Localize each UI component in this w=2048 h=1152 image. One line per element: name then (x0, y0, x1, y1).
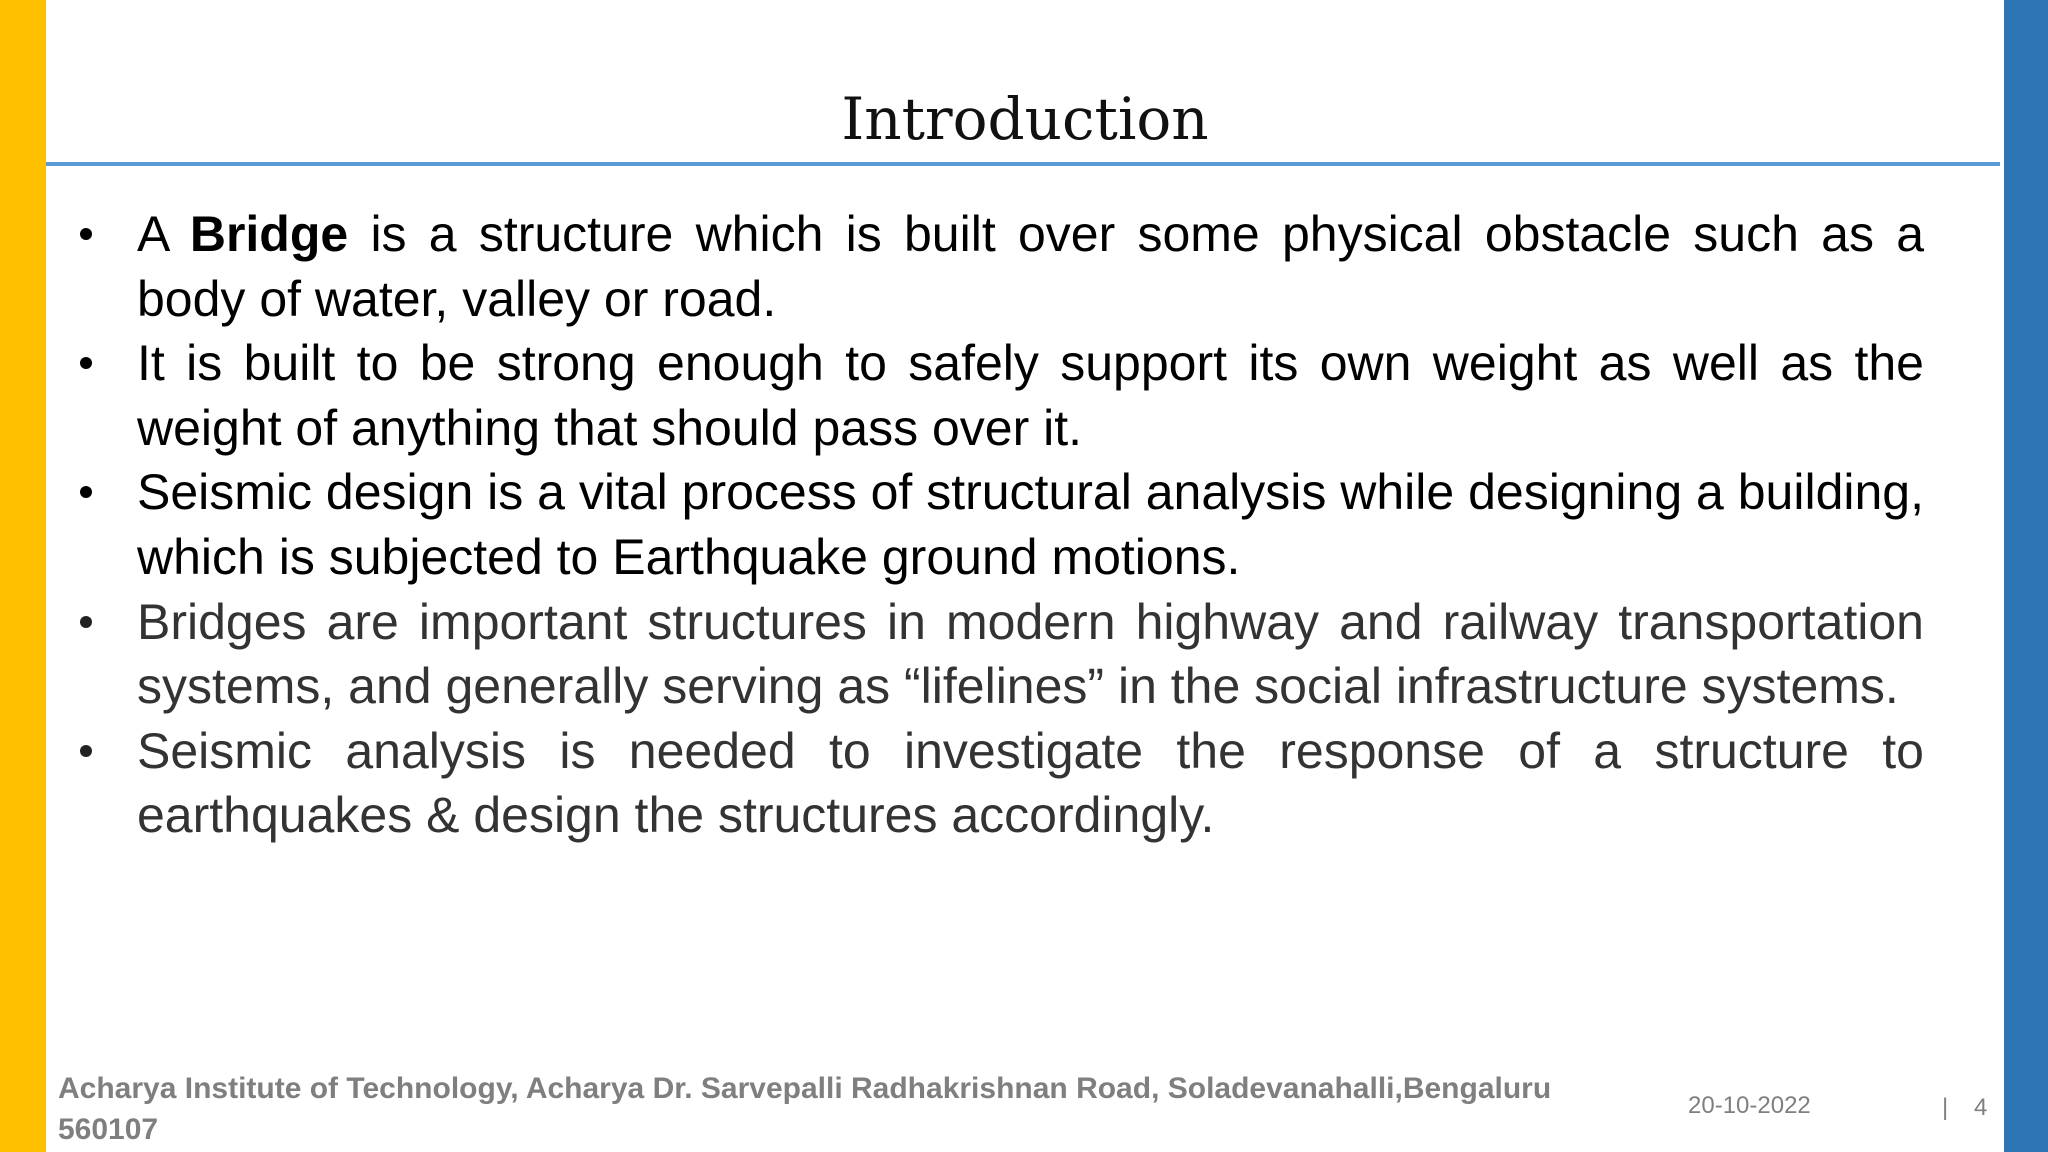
right-accent-bar (2004, 0, 2048, 1152)
bullet-item-2 (76, 331, 1924, 460)
bullet-item-3 (76, 460, 1924, 589)
bullet-dot-icon (80, 228, 92, 240)
bullet-dot-icon (80, 616, 92, 628)
footer-address: Acharya Institute of Technology, Acharya Dr. Sarvepalli Radhakrishnan Road, Soladevanahalli,Bengaluru 560107 (58, 1072, 1552, 1146)
footer-date: 20-10-2022 (1688, 1092, 1811, 1119)
bullet-list (76, 202, 1924, 848)
footer-separator: | (1942, 1094, 1949, 1121)
bullet-4-text: Bridges are important structures in modern highway and railway transportation systems, and generally serving as “lifelines” in the social infrastructure systems. (137, 593, 1924, 715)
bullet-item-1 (76, 202, 1924, 331)
bullet-item-5 (76, 719, 1924, 848)
title-divider (46, 162, 2000, 166)
bullet-2-text: It is built to be strong enough to safely support its own weight as well as the weight of anything that should pass over it. (137, 335, 1924, 456)
bullet-dot-icon (80, 486, 92, 498)
bullet-1-bold: Bridge (189, 206, 349, 262)
bullet-1-post: is a structure which is built over some physical obstacle such as a body of water, valley or road. (137, 206, 1925, 327)
left-accent-bar (0, 0, 46, 1152)
bullet-5-text: Seismic analysis is needed to investigate the response of a structure to earthquakes & design the structures accordingly. (137, 722, 1924, 844)
bullet-3-text: Seismic design is a vital process of structural analysis while designing a building, which is subjected to Earthquake ground motions. (137, 464, 1924, 585)
bullet-dot-icon (80, 745, 92, 757)
page-number: 4 (1974, 1094, 1988, 1121)
bullet-1-pre: A (137, 206, 190, 262)
slide-title: Introduction (841, 85, 1209, 153)
bullet-item-4 (76, 590, 1924, 719)
bullet-dot-icon (80, 357, 92, 369)
